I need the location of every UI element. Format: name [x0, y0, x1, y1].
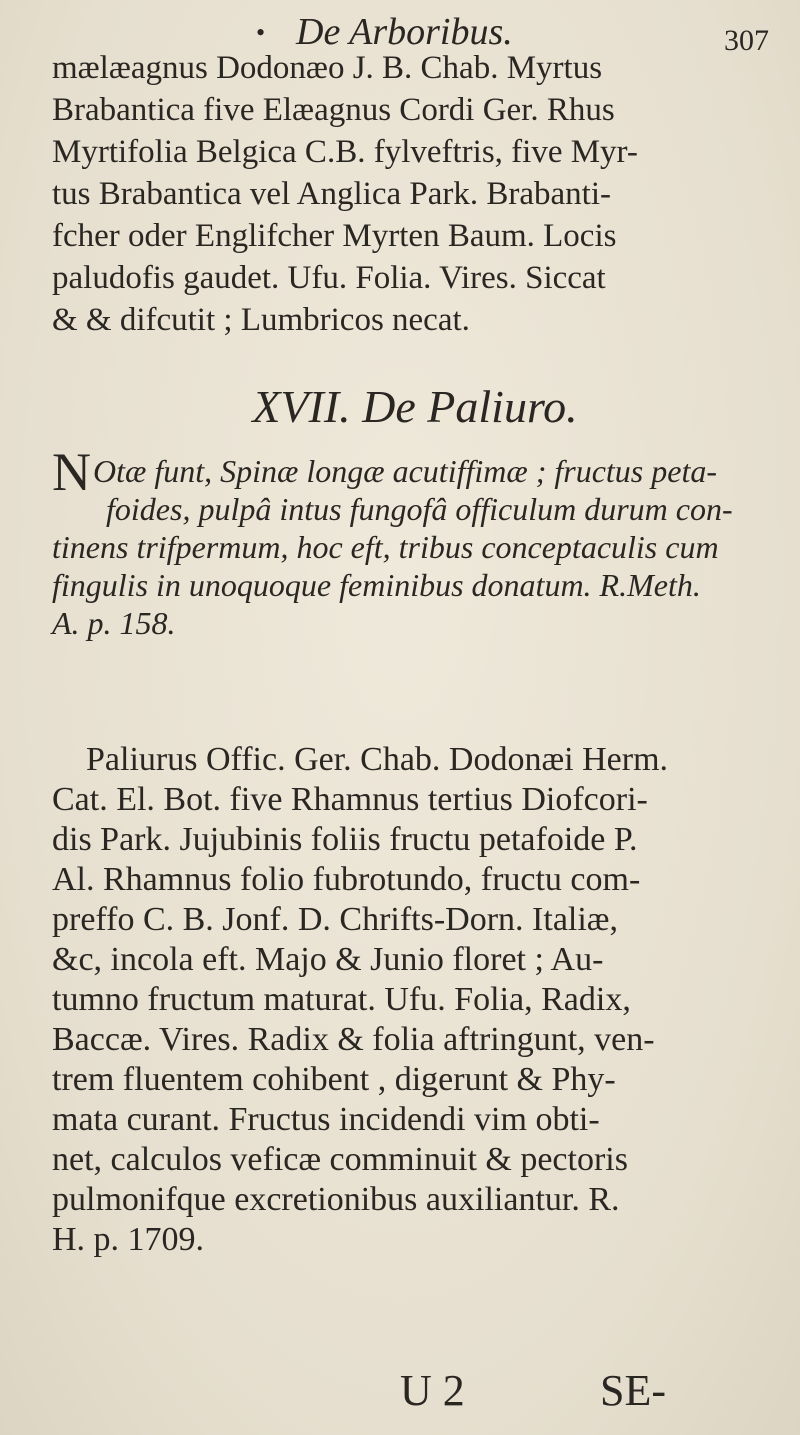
text-line: Brabantica five Elæagnus Cordi Ger. Rhus [52, 92, 615, 128]
text-line: tinens trifpermum, hoc eft, tribus conceptaculis cum [52, 529, 719, 565]
text-line: net, calculos veficæ comminuit & pectoris [52, 1141, 628, 1178]
text-line: Al. Rhamnus folio fubrotundo, fructu com- [52, 861, 641, 898]
paragraph-elaeagnus [52, 52, 792, 346]
paragraph-paliurus [52, 740, 792, 1260]
text-line: tus Brabantica vel Anglica Park. Brabanti- [52, 176, 612, 212]
text-line: tumno fructum maturat. Ufu. Folia, Radix, [52, 981, 631, 1018]
text-line: fcher oder Englifcher Myrten Baum. Locis [52, 218, 617, 254]
text-line: & & difcutit ; Lumbricos necat. [52, 302, 470, 338]
text-line: Baccæ. Vires. Radix & folia aftringunt, ven- [52, 1021, 655, 1058]
paragraph-notae [52, 442, 792, 642]
text-line: trem fluentem cohibent , digerunt & Phy- [52, 1061, 616, 1098]
running-title: De Arboribus. [296, 11, 513, 53]
text-line: mata curant. Fructus incidendi vim obti- [52, 1101, 600, 1138]
signature-mark: U 2 [400, 1366, 465, 1415]
section-heading [0, 382, 800, 432]
section-heading-text: XVII. De Paliuro. [252, 381, 578, 432]
drop-cap: N [52, 442, 91, 502]
text-line: Otæ funt, Spinæ longæ acutiffimæ ; fructus peta- [93, 453, 717, 489]
text-line: paludofis gaudet. Ufu. Folia. Vires. Siccat [52, 260, 606, 296]
text-line: &c, incola eft. Majo & Junio floret ; Au- [52, 941, 604, 978]
text-line: Cat. El. Bot. five Rhamnus tertius Diofcori- [52, 781, 648, 818]
text-line: H. p. 1709. [52, 1221, 205, 1258]
page-footer [0, 1365, 800, 1425]
text-line: foides, pulpâ intus fungofâ officulum durum con- [106, 491, 733, 527]
text-line: Paliurus Offic. Ger. Chab. Dodonæi Herm. [86, 741, 669, 778]
text-line: A. p. 158. [52, 605, 176, 641]
text-line: mælæagnus Dodonæo J. B. Chab. Myrtus [52, 50, 603, 86]
text-line: dis Park. Jujubinis foliis fructu petafoide P. [52, 821, 638, 858]
text-line: Myrtifolia Belgica C.B. fylveftris, five Myr- [52, 134, 638, 170]
text-line: fingulis in unoquoque feminibus donatum. R.Meth. [52, 567, 701, 603]
catchword: SE- [600, 1366, 666, 1415]
header-mark: • [256, 18, 266, 47]
page-number: 307 [724, 24, 769, 57]
text-line: pulmonifque excretionibus auxiliantur. R. [52, 1181, 620, 1218]
text-line: preffo C. B. Jonf. D. Chrifts-Dorn. Italiæ, [52, 901, 618, 938]
running-header [0, 10, 800, 57]
text-line-first [52, 442, 792, 502]
